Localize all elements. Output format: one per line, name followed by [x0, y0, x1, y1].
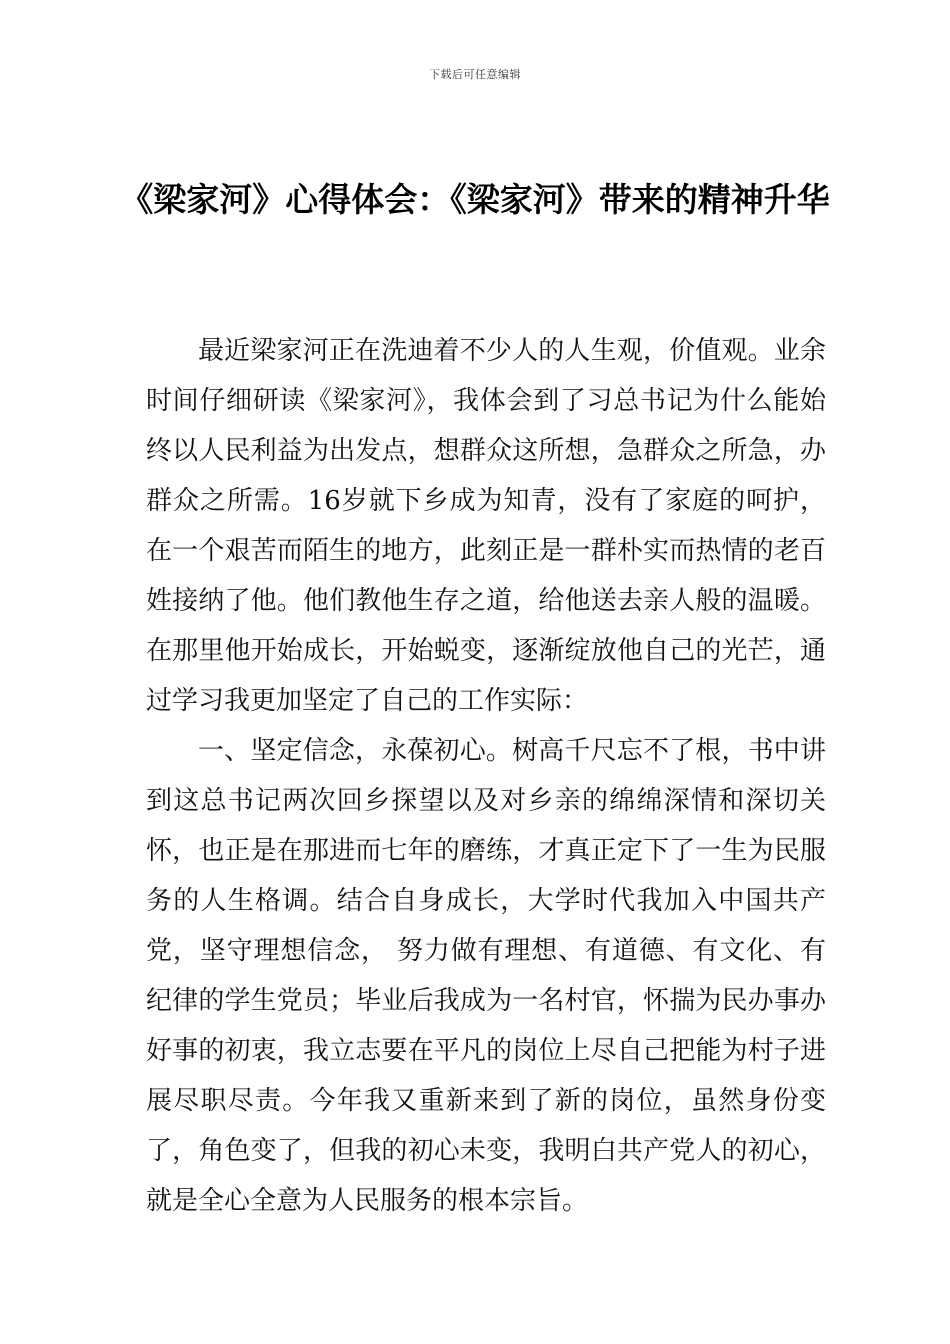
header-note: 下载后可任意编辑	[429, 68, 521, 81]
document-body	[146, 326, 826, 1226]
paragraph-intro: 最近梁家河正在洗迪着不少人的人生观，价值观。业余时间仔细研读《梁家河》，我体会到了习总书记为什么能始终以人民利益为出发点，想群众这所想，急群众之所急，办群众之所需。16岁就下乡成为知青，没有了家庭的呵护，在一个艰苦而陌生的地方，此刻正是一群朴实而热情的老百姓接纳了他。他们教他生存之道，给他送去亲人般的温暖。在那里他开始成长，开始蜕变，逐渐绽放他自己的光芒，通过学习我更加坚定了自己的工作实际：	[146, 336, 826, 716]
paragraph-point-one: 一、坚定信念，永葆初心。树高千尺忘不了根，书中讲到这总书记两次回乡探望以及对乡亲的绵绵深情和深切关怀，也正是在那进而七年的磨练，才真正定下了一生为民服务的人生格调。结合自身成长，大学时代我加入中国共产党，坚守理想信念， 努力做有理想、有道德、有文化、有纪律的学生党员；毕业后我成为一名村官，怀揣为民办事办好事的初衷，我立志要在平凡的岗位上尽自己把能为村子进展尽职尽责。今年我又重新来到了新的岗位，虽然身份变了，角色变了，但我的初心未变，我明白共产党人的初心，就是全心全意为人民服务的根本宗旨。	[146, 736, 826, 1216]
document-title: 《梁家河》心得体会：《梁家河》带来的精神升华	[120, 180, 830, 219]
